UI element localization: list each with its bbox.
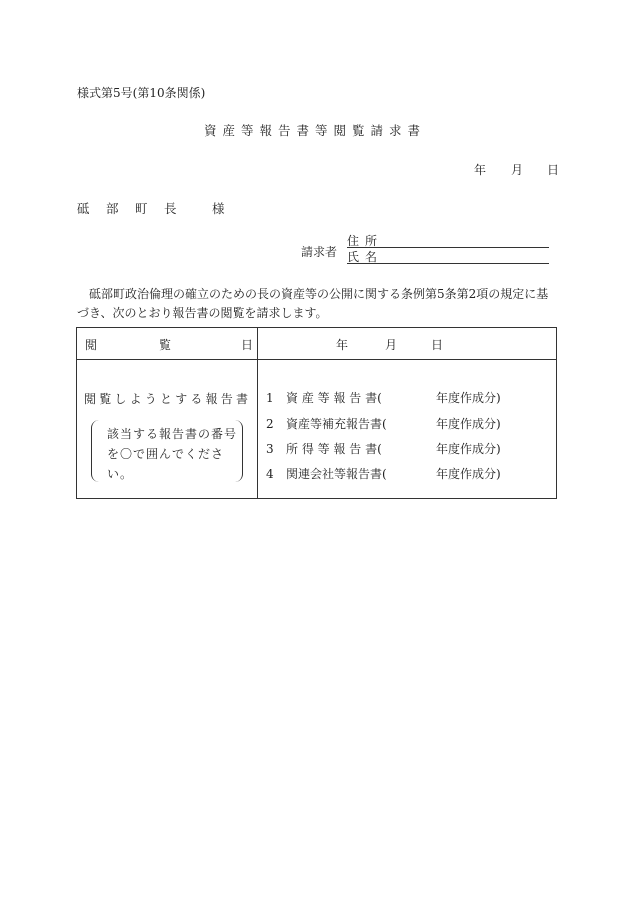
option-name: 所 得 等 報 告 書( [286,442,382,456]
option-number: 4 [266,467,274,481]
view-date-day-label: 日 [431,338,444,352]
option-number: 3 [266,442,274,456]
date-month-label: 月 [511,163,524,177]
option-number: 1 [266,391,274,405]
report-option[interactable] [266,389,501,406]
view-date-year-label: 年 [336,338,349,352]
requester-label: 請求者 [301,245,338,259]
name-label: 氏名 [347,250,384,264]
request-statement: 砥部町政治倫理の確立のための長の資産等の公開に関する条例第5条第2項の規定に基づき、次のとおり報告書の閲覧を請求します。 [77,287,549,320]
address-field[interactable] [347,233,549,248]
date-day-label: 日 [547,163,560,177]
option-name: 資産等補充報告書( [286,417,387,431]
addressee-char: 砥 [77,201,90,216]
addressee-char: 部 [105,201,119,216]
option-suffix: 年度作成分) [436,417,501,431]
addressee-char: 町 [134,201,148,216]
option-number: 2 [266,417,274,431]
request-table [76,327,557,499]
option-suffix: 年度作成分) [436,467,501,481]
date-year-label: 年 [474,163,487,177]
view-date-header-char: 日 [241,338,254,352]
date-line [474,161,561,178]
view-date-header-char: 閲 [85,338,98,352]
report-label-cell [77,360,258,499]
report-option[interactable] [266,415,501,432]
report-option[interactable] [266,440,501,457]
view-date-field[interactable] [258,328,557,360]
instruction-text: 該当する報告書の番号を〇で囲んでください。 [107,427,238,481]
addressee-char: 長 [163,201,177,216]
document-title: 資産等報告書等閲覧請求書 [203,123,426,138]
option-suffix: 年度作成分) [436,391,501,405]
name-field[interactable] [347,249,549,264]
option-name: 資 産 等 報 告 書( [286,391,382,405]
form-number: 様式第5号(第10条関係) [77,86,206,100]
report-options-cell [258,360,557,499]
view-date-header [77,328,258,360]
view-date-header-char: 覧 [159,338,172,352]
view-date-month-label: 月 [385,338,398,352]
address-label: 住所 [347,234,384,248]
option-suffix: 年度作成分) [436,442,501,456]
addressee [77,199,224,217]
report-option[interactable] [266,465,501,482]
option-name: 関連会社等報告書( [286,467,387,481]
report-row-label: 閲覧しようとする報告書 [84,392,252,406]
addressee-char: 様 [211,201,225,216]
